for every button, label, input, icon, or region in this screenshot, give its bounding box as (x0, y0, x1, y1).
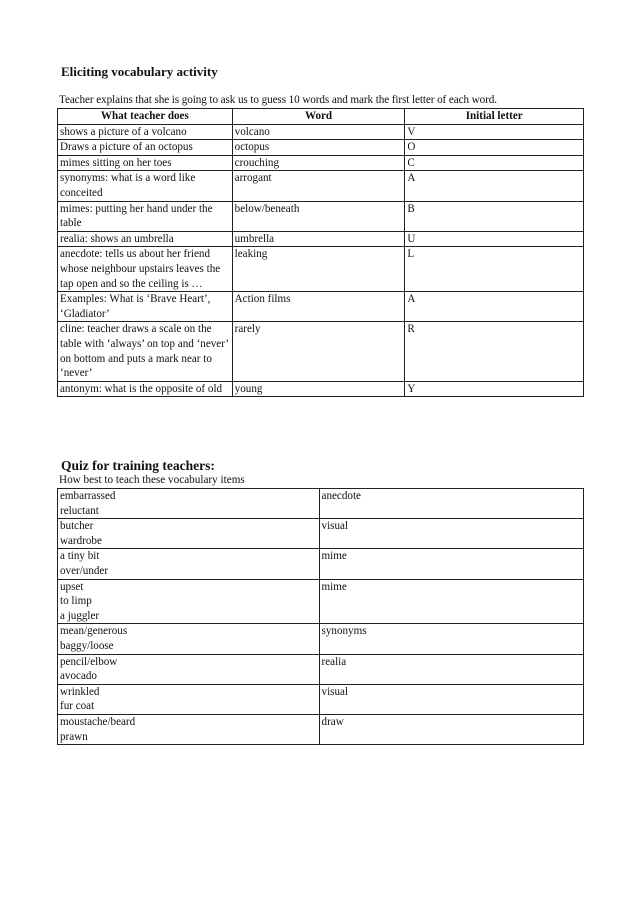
activity-table (57, 108, 584, 397)
table-row (58, 124, 584, 140)
table-row (58, 654, 584, 684)
column-header: What teacher does (58, 109, 233, 125)
teacher-action-cell: synonyms: what is a word like conceited (58, 171, 233, 201)
table-row (58, 624, 584, 654)
vocabulary-item: avocado (60, 670, 97, 683)
method-cell: visual (319, 519, 583, 549)
section-title-eliciting: Eliciting vocabulary activity (61, 64, 218, 79)
word-cell: below/beneath (232, 201, 405, 231)
vocabulary-item: over/under (60, 564, 109, 577)
vocabulary-item: embarrassed (60, 490, 116, 502)
table-row (58, 201, 584, 231)
teacher-action-cell: Examples: What is ‘Brave Heart’, ‘Gladiator’ (58, 292, 233, 322)
method-cell: visual (319, 684, 583, 714)
table-row (58, 579, 584, 624)
teacher-action-cell: mimes: putting her hand under the table (58, 201, 233, 231)
section-title-quiz: Quiz for training teachers: (61, 458, 215, 473)
vocabulary-item: a juggler (60, 609, 100, 622)
vocabulary-item: wrinkled (60, 685, 100, 698)
letter-cell: R (405, 322, 584, 381)
word-cell: young (232, 381, 405, 397)
teacher-action-cell: anecdote: tells us about her friend whose neighbour upstairs leaves the tap open and so the ceiling is … (58, 247, 233, 292)
section-intro: Teacher explains that she is going to ask us to guess 10 words and mark the first letter of each word. (59, 94, 497, 106)
table-row (58, 714, 584, 744)
table-row (58, 155, 584, 171)
letter-cell: O (405, 140, 584, 156)
vocabulary-item: pencil/elbow (60, 655, 118, 668)
teacher-action-cell: cline: teacher draws a scale on the table with ‘always’ on top and ‘never’ on bottom and puts a mark near to ‘never’ (58, 322, 233, 381)
method-cell: draw (319, 714, 583, 744)
word-cell: arrogant (232, 171, 405, 201)
word-cell: leaking (232, 247, 405, 292)
teacher-action-cell: mimes sitting on her toes (58, 155, 233, 171)
word-cell: Action films (232, 292, 405, 322)
vocabulary-items-cell (58, 519, 320, 549)
vocabulary-items-cell (58, 579, 320, 624)
teacher-action-cell: realia: shows an umbrella (58, 231, 233, 247)
vocabulary-items-cell (58, 624, 320, 654)
letter-cell: C (405, 155, 584, 171)
table-row (58, 231, 584, 247)
table-row (58, 247, 584, 292)
table-row (58, 519, 584, 549)
vocabulary-item: fur coat (60, 700, 95, 713)
vocabulary-item: mean/generous (60, 625, 128, 638)
table-row (58, 322, 584, 381)
letter-cell: Y (405, 381, 584, 397)
vocabulary-items-cell (58, 549, 320, 579)
vocabulary-item: to limp (60, 595, 92, 608)
teacher-action-cell: shows a picture of a volcano (58, 124, 233, 140)
word-cell: umbrella (232, 231, 405, 247)
quiz-table (57, 488, 584, 745)
method-cell: anecdote (319, 489, 583, 519)
column-header: Initial letter (405, 109, 584, 125)
teacher-action-cell: antonym: what is the opposite of old (58, 381, 233, 397)
letter-cell: L (405, 247, 584, 292)
vocabulary-items-cell (58, 714, 320, 744)
table-row (58, 292, 584, 322)
vocabulary-items-cell (58, 684, 320, 714)
method-cell: realia (319, 654, 583, 684)
vocabulary-items-cell (58, 489, 320, 519)
vocabulary-item: butcher (60, 520, 94, 533)
letter-cell: B (405, 201, 584, 231)
column-header: Word (232, 109, 405, 125)
word-cell: volcano (232, 124, 405, 140)
table-header-row (58, 109, 584, 125)
teacher-action-cell: Draws a picture of an octopus (58, 140, 233, 156)
table-row (58, 140, 584, 156)
vocabulary-item: wardrobe (60, 534, 102, 547)
method-cell: synonyms (319, 624, 583, 654)
letter-cell: A (405, 171, 584, 201)
letter-cell: V (405, 124, 584, 140)
letter-cell: U (405, 231, 584, 247)
table-row (58, 684, 584, 714)
word-cell: octopus (232, 140, 405, 156)
quiz-intro: How best to teach these vocabulary items (59, 474, 245, 486)
vocabulary-items-cell (58, 654, 320, 684)
letter-cell: A (405, 292, 584, 322)
table-row (58, 171, 584, 201)
word-cell: crouching (232, 155, 405, 171)
vocabulary-item: reluctant (60, 504, 99, 517)
vocabulary-item: moustache/beard (60, 715, 136, 728)
vocabulary-item: a tiny bit (60, 550, 100, 563)
vocabulary-item: upset (60, 580, 84, 593)
table-row (58, 381, 584, 397)
method-cell: mime (319, 579, 583, 624)
vocabulary-item: baggy/loose (60, 639, 114, 652)
word-cell: rarely (232, 322, 405, 381)
method-cell: mime (319, 549, 583, 579)
table-row (58, 549, 584, 579)
vocabulary-item: prawn (60, 730, 88, 743)
table-row (58, 489, 584, 519)
